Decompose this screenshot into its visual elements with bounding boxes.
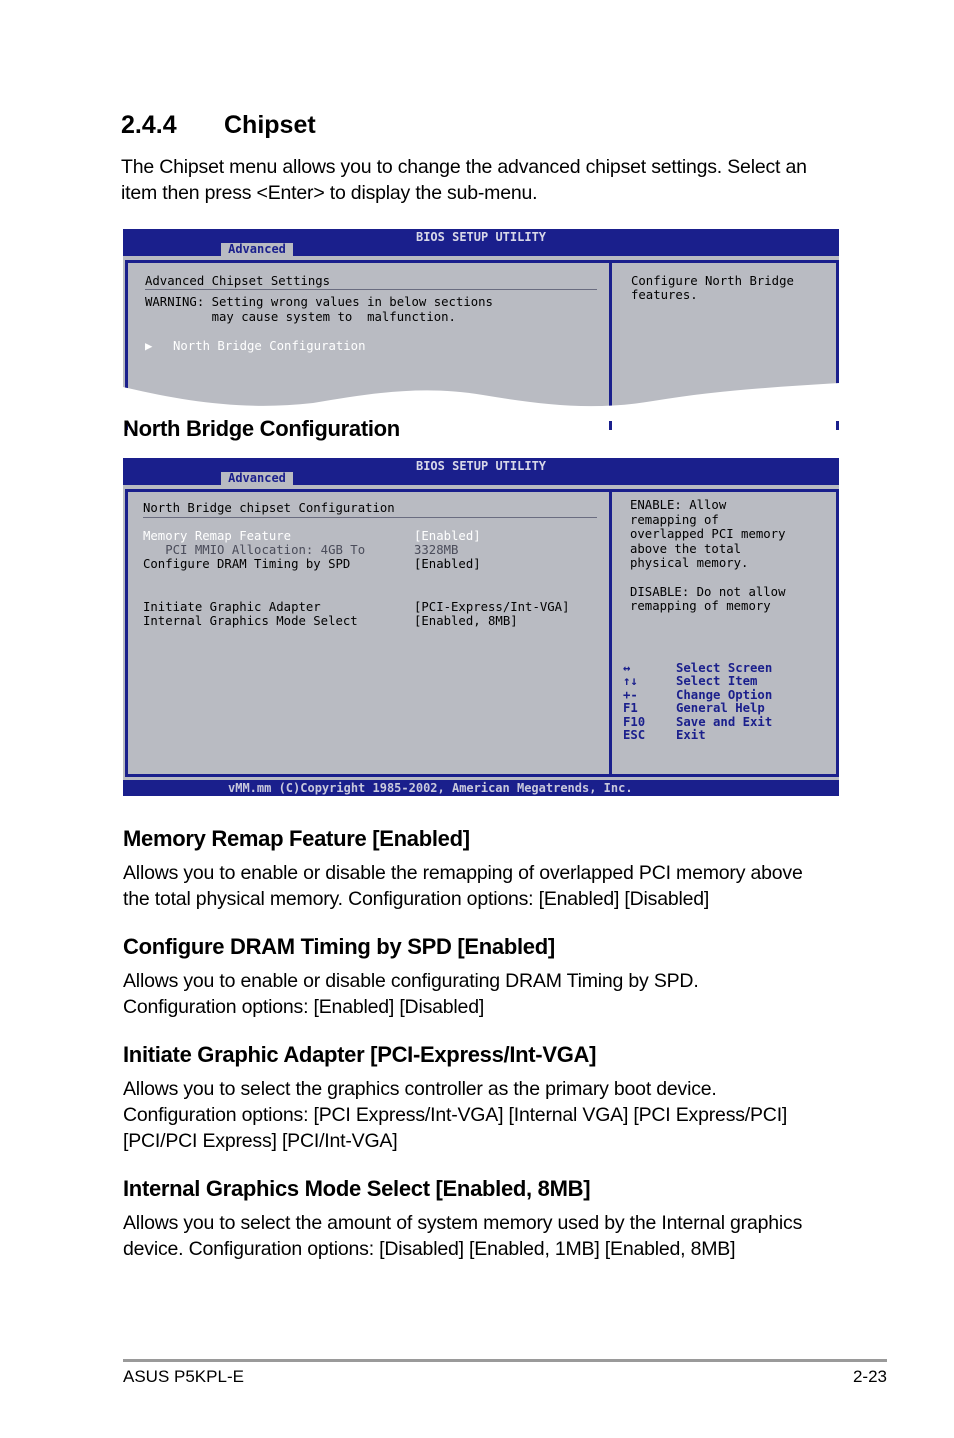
nav-key-change-option: +- bbox=[623, 688, 638, 702]
section-title: Chipset bbox=[224, 111, 316, 139]
nav-key-save-exit: F10 bbox=[623, 715, 646, 729]
bios-screen-chipset bbox=[123, 229, 839, 415]
bios-title: BIOS SETUP UTILITY bbox=[415, 230, 547, 244]
intro-line: The Chipset menu allows you to change the advanced chipset settings. Select an bbox=[121, 156, 807, 178]
nav-label-exit: Exit bbox=[676, 728, 706, 742]
item-desc-line: Allows you to select the amount of system memory used by the Internal graphics bbox=[123, 1212, 803, 1234]
bios-help-line: overlapped PCI memory bbox=[630, 527, 786, 541]
setting-value-pci-mmio: 3328MB bbox=[414, 543, 459, 557]
bios-title-bar bbox=[123, 229, 839, 256]
bios-help-line: above the total bbox=[630, 542, 742, 556]
bios-help-line: Configure North Bridge bbox=[631, 274, 794, 288]
item-desc-dram-timing bbox=[123, 968, 699, 1020]
bios-title-bar bbox=[123, 458, 839, 485]
setting-label-dram-timing[interactable]: Configure DRAM Timing by SPD bbox=[143, 557, 351, 571]
subheading-north-bridge: North Bridge Configuration bbox=[123, 416, 400, 441]
bios-screen-north-bridge bbox=[123, 458, 839, 796]
item-desc-line: the total physical memory. Configuration options: [Enabled] [Disabled] bbox=[123, 888, 710, 910]
item-desc-line: Configuration options: [Enabled] [Disabled] bbox=[123, 996, 485, 1018]
setting-value-dram-timing[interactable]: [Enabled] bbox=[414, 557, 481, 571]
item-title-graphics-mode: Internal Graphics Mode Select [Enabled, 8MB] bbox=[123, 1176, 591, 1201]
bios-help-line: DISABLE: Do not allow bbox=[630, 585, 786, 599]
nav-key-general-help: F1 bbox=[623, 701, 638, 715]
bios-help-line: remapping of bbox=[630, 513, 719, 527]
section-number: 2.4.4 bbox=[121, 111, 177, 139]
setting-value-graphics-mode[interactable]: [Enabled, 8MB] bbox=[414, 614, 518, 628]
footer-rule bbox=[123, 1359, 887, 1362]
item-desc-line: Configuration options: [PCI Express/Int-VGA] [Internal VGA] [PCI Express/PCI] bbox=[123, 1104, 788, 1126]
item-desc-graphic-adapter bbox=[123, 1076, 787, 1154]
setting-label-graphic-adapter[interactable]: Initiate Graphic Adapter bbox=[143, 600, 321, 614]
bios-help-line: remapping of memory bbox=[630, 599, 771, 613]
bios-heading: Advanced Chipset Settings bbox=[145, 274, 331, 288]
nav-label-save-exit: Save and Exit bbox=[676, 715, 773, 729]
intro-line: item then press <Enter> to display the sub-menu. bbox=[121, 182, 538, 204]
nav-key-select-item: ↑↓ bbox=[623, 674, 638, 688]
menu-item-north-bridge[interactable]: North Bridge Configuration bbox=[173, 339, 366, 353]
item-title-dram-timing: Configure DRAM Timing by SPD [Enabled] bbox=[123, 934, 555, 959]
tab-advanced[interactable]: Advanced bbox=[221, 472, 293, 485]
bios-warning-line: may cause system to malfunction. bbox=[145, 310, 456, 324]
item-desc-line: Allows you to enable or disable configurating DRAM Timing by SPD. bbox=[123, 970, 699, 992]
bios-title: BIOS SETUP UTILITY bbox=[415, 459, 547, 473]
nav-label-select-item: Select Item bbox=[676, 674, 758, 688]
submenu-arrow-icon: ▶ bbox=[145, 339, 153, 353]
item-desc-line: Allows you to select the graphics controller as the primary boot device. bbox=[123, 1078, 717, 1100]
bios-heading-rule bbox=[143, 517, 597, 518]
item-desc-memory-remap bbox=[123, 860, 803, 912]
footer-product: ASUS P5KPL-E bbox=[123, 1367, 244, 1386]
item-desc-line: [PCI/PCI Express] [PCI/Int-VGA] bbox=[123, 1130, 398, 1152]
bios-warning-line: WARNING: Setting wrong values in below sections bbox=[145, 295, 493, 309]
bios-help-line: physical memory. bbox=[630, 556, 749, 570]
nav-label-select-screen: Select Screen bbox=[676, 661, 773, 675]
section-intro bbox=[121, 154, 807, 206]
item-desc-line: device. Configuration options: [Disabled] [Enabled, 1MB] [Enabled, 8MB] bbox=[123, 1238, 736, 1260]
bios-footer-bar bbox=[123, 780, 839, 796]
setting-label-pci-mmio: PCI MMIO Allocation: 4GB To bbox=[143, 543, 366, 557]
item-title-memory-remap: Memory Remap Feature [Enabled] bbox=[123, 826, 470, 851]
bios-help-line: features. bbox=[631, 288, 698, 302]
tab-advanced[interactable]: Advanced bbox=[221, 243, 293, 256]
setting-label-graphics-mode[interactable]: Internal Graphics Mode Select bbox=[143, 614, 358, 628]
item-title-graphic-adapter: Initiate Graphic Adapter [PCI-Express/Int-VGA] bbox=[123, 1042, 597, 1067]
item-desc-line: Allows you to enable or disable the remapping of overlapped PCI memory above bbox=[123, 862, 803, 884]
setting-label-memory-remap[interactable]: Memory Remap Feature bbox=[143, 529, 292, 543]
bios-copyright: vMM.mm (C)Copyright 1985-2002, American Megatrends, Inc. bbox=[228, 781, 633, 795]
bios-heading: North Bridge chipset Configuration bbox=[143, 501, 395, 515]
setting-value-graphic-adapter[interactable]: [PCI-Express/Int-VGA] bbox=[414, 600, 570, 614]
bios-heading-rule bbox=[145, 289, 597, 290]
torn-edge bbox=[123, 381, 839, 421]
item-desc-graphics-mode bbox=[123, 1210, 802, 1262]
nav-key-select-screen: ↔ bbox=[623, 661, 631, 675]
setting-value-memory-remap[interactable]: [Enabled] bbox=[414, 529, 481, 543]
footer-page-number: 2-23 bbox=[852, 1367, 887, 1386]
nav-key-exit: ESC bbox=[623, 728, 646, 742]
nav-label-general-help: General Help bbox=[676, 701, 765, 715]
nav-label-change-option: Change Option bbox=[676, 688, 773, 702]
bios-help-line: ENABLE: Allow bbox=[630, 498, 727, 512]
